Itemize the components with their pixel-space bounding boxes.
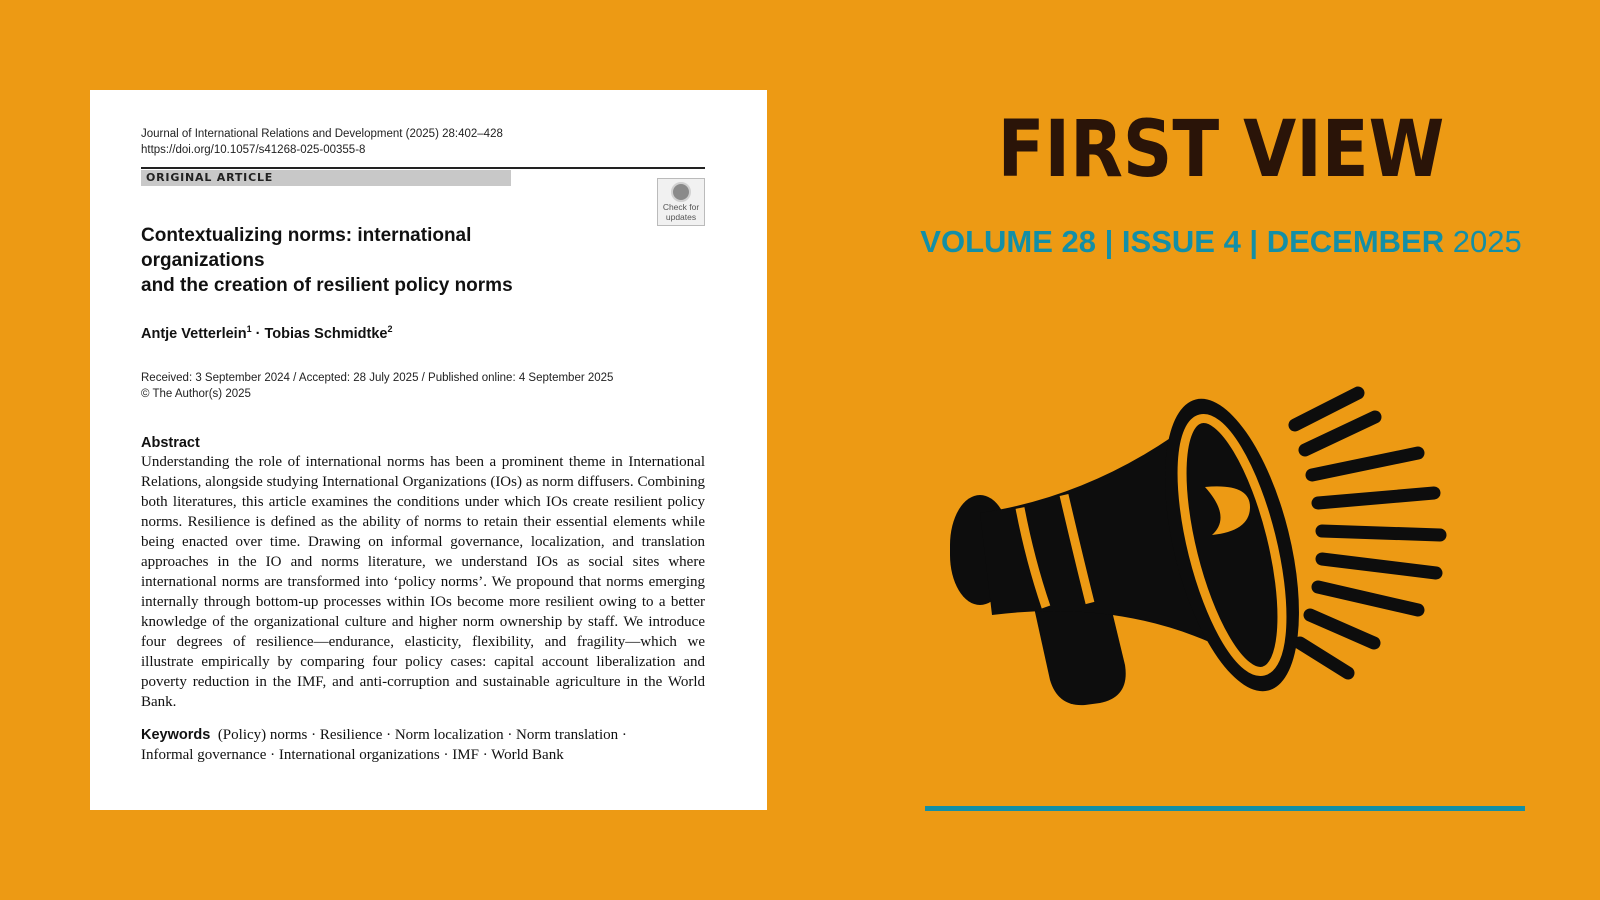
volume-label: VOLUME 28 bbox=[920, 224, 1097, 259]
doi-link[interactable]: https://doi.org/10.1057/s41268-025-00355-8 bbox=[141, 144, 366, 156]
first-view-heading: FIRST VIEW bbox=[997, 105, 1445, 195]
year-label: 2025 bbox=[1444, 224, 1522, 259]
keywords bbox=[141, 725, 705, 765]
accent-rule bbox=[925, 806, 1525, 811]
badge-line1: Check for bbox=[662, 202, 700, 212]
month-label: DECEMBER bbox=[1266, 224, 1445, 259]
separator-1: | bbox=[1096, 224, 1122, 259]
journal-citation: Journal of International Relations and Development (2025) 28:402–428 bbox=[141, 128, 503, 140]
author-1-affiliation: 1 bbox=[246, 324, 252, 334]
badge-line2: updates bbox=[665, 212, 697, 222]
author-2: Tobias Schmidtke bbox=[264, 325, 388, 342]
abstract-heading: Abstract bbox=[141, 434, 200, 451]
separator-2: | bbox=[1240, 224, 1267, 259]
article-preview bbox=[90, 90, 767, 810]
issue-info bbox=[900, 222, 1542, 262]
title-line-1: Contextualizing norms: international organizations bbox=[141, 225, 472, 271]
article-title bbox=[141, 223, 591, 298]
publication-dates bbox=[141, 370, 705, 402]
megaphone-icon bbox=[950, 345, 1460, 720]
dates-line: Received: 3 September 2024 / Accepted: 28 July 2025 / Published online: 4 September 2025 bbox=[141, 371, 614, 384]
author-list bbox=[141, 324, 705, 342]
keywords-label: Keywords bbox=[141, 726, 211, 743]
crossmark-badge[interactable] bbox=[657, 178, 705, 226]
author-2-affiliation: 2 bbox=[387, 324, 393, 334]
keywords-line-2: Informal governance · International organizations · IMF · World Bank bbox=[141, 746, 564, 763]
author-separator: · bbox=[251, 325, 265, 342]
author-1: Antje Vetterlein bbox=[141, 325, 247, 342]
copyright-line: © The Author(s) 2025 bbox=[141, 387, 251, 400]
header-rule bbox=[141, 167, 705, 169]
crossmark-icon bbox=[671, 182, 691, 202]
abstract-text: Understanding the role of international norms has been a prominent theme in International Relations, alongside studying International Organizations (IOs) as norm diffusers. Combining both literatures, this article examines the conditions under which IOs create resilient policy norms. Resilience is defined as the ability of norms to retain their essential elements while being enacted over time. Drawing on informal governance, localization, and translation approaches in the IO and norms literature, we understand IOs as social sites where international norms are transformed into ‘policy norms’. We propound that norms emerging internally through bottom-up processes within IOs become more resilient owing to a better knowledge of the organizational culture and higher norm ownership by staff. We introduce four degrees of resilience—endurance, elasticity, flexibility, and fragility—which we illustrate empirically by comparing four policy cases: capital account liberalization and poverty reduction in the IMF, and anti-corruption and sustainable agriculture in the World Bank. bbox=[141, 453, 705, 710]
section-label: ORIGINAL ARTICLE bbox=[141, 170, 511, 186]
issue-label: ISSUE 4 bbox=[1121, 224, 1241, 259]
keywords-line-1: (Policy) norms · Resilience · Norm localization · Norm translation · bbox=[217, 726, 627, 743]
title-line-2: and the creation of resilient policy norms bbox=[141, 275, 513, 296]
